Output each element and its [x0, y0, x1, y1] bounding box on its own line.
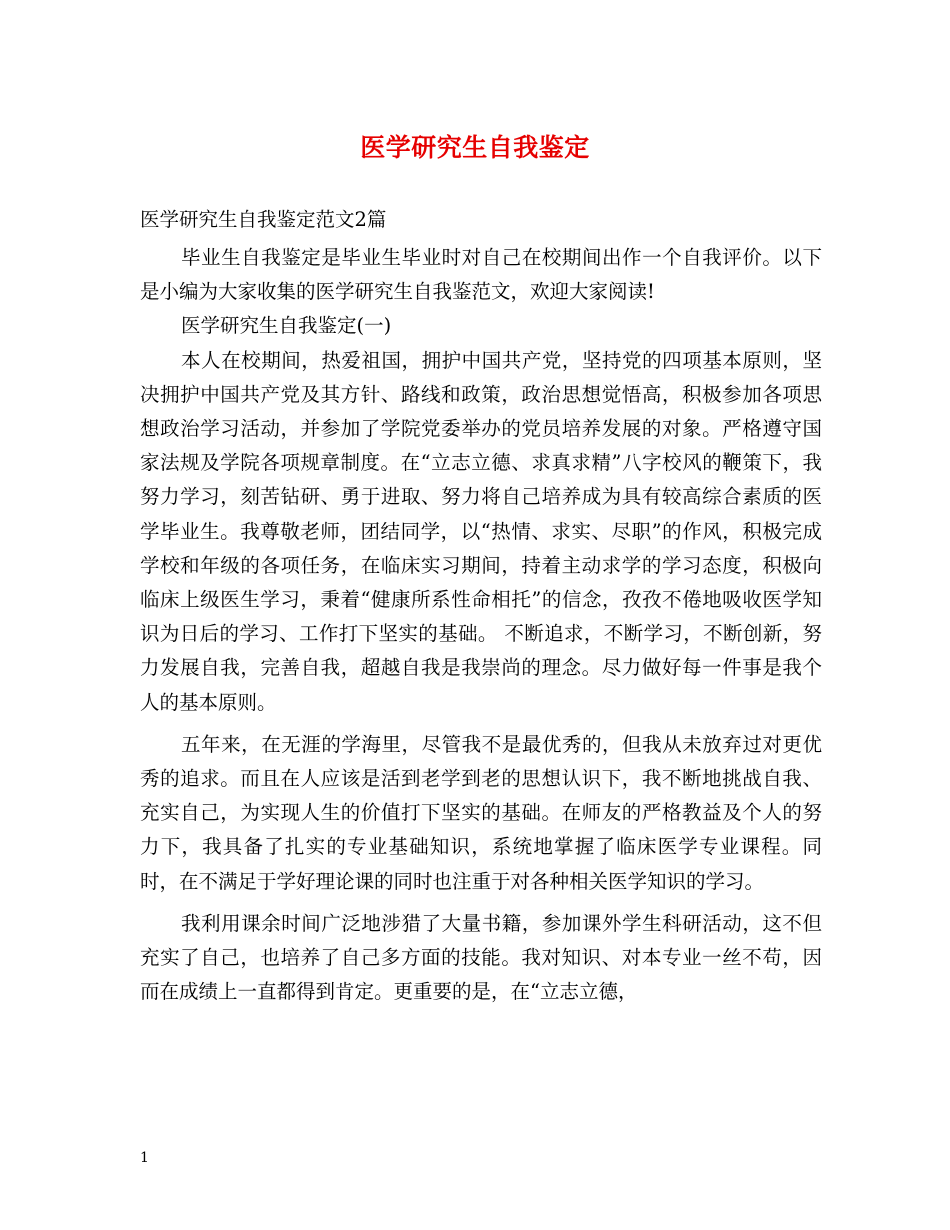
body-paragraph: 本人在校期间，热爱祖国，拥护中国共产党，坚持党的四项基本原则，坚决拥护中国共产党及其方针、路线和政策，政治思想觉悟高，积极参加各项思想政治学习活动，并参加了学院党委举办的党员培养发展的对象。严格遵守国家法规及学院各项规章制度。在“立志立德、求真求精”八字校风的鞭策下，我努力学习，刻苦钻研、勇于进取、努力将自己培养成为具有较高综合素质的医学毕业生。我尊敬老师，团结同学，以“热情、求实、尽职”的作风，积极完成学校和年级的各项任务，在临床实习期间，持着主动求学的学习态度，积极向临床上级医生学习，秉着“健康所系性命相托”的信念，孜孜不倦地吸收医学知识为日后的学习、工作打下坚实的基础。 不断追求，不断学习，不断创新，努力发展自我，完善自我，超越自我是我崇尚的理念。尽力做好每一件事是我个人的基本原则。 — [140, 348, 822, 714]
page-number: 1 — [140, 1150, 149, 1166]
body-paragraph: 我利用课余时间广泛地涉猎了大量书籍，参加课外学生科研活动，这不但充实了自己，也培养了自己多方面的技能。我对知识、对本专业一丝不苟，因而在成绩上一直都得到肯定。更重要的是，在“立志立德， — [140, 911, 822, 1004]
body-paragraph: 五年来，在无涯的学海里，尽管我不是最优秀的，但我从未放弃过对更优秀的追求。而且在人应该是活到老学到老的思想认识下，我不断地挑战自我、充实自己，为实现人生的价值打下坚实的基础。在师友的严格教益及个人的努力下，我具备了扎实的专业基础知识，系统地掌握了临床医学专业课程。同时，在不满足于学好理论课的同时也注重于对各种相关医学知识的学习。 — [140, 732, 822, 893]
section-heading: 医学研究生自我鉴定(一) — [181, 314, 392, 338]
document-body — [140, 241, 822, 1009]
document-subtitle: 医学研究生自我鉴定范文2篇 — [140, 208, 387, 231]
intro-paragraph: 毕业生自我鉴定是毕业生毕业时对自己在校期间出作一个自我评价。以下是小编为大家收集的医学研究生自我鉴范文，欢迎大家阅读! — [140, 246, 822, 304]
document-title: 医学研究生自我鉴定 — [360, 133, 590, 162]
